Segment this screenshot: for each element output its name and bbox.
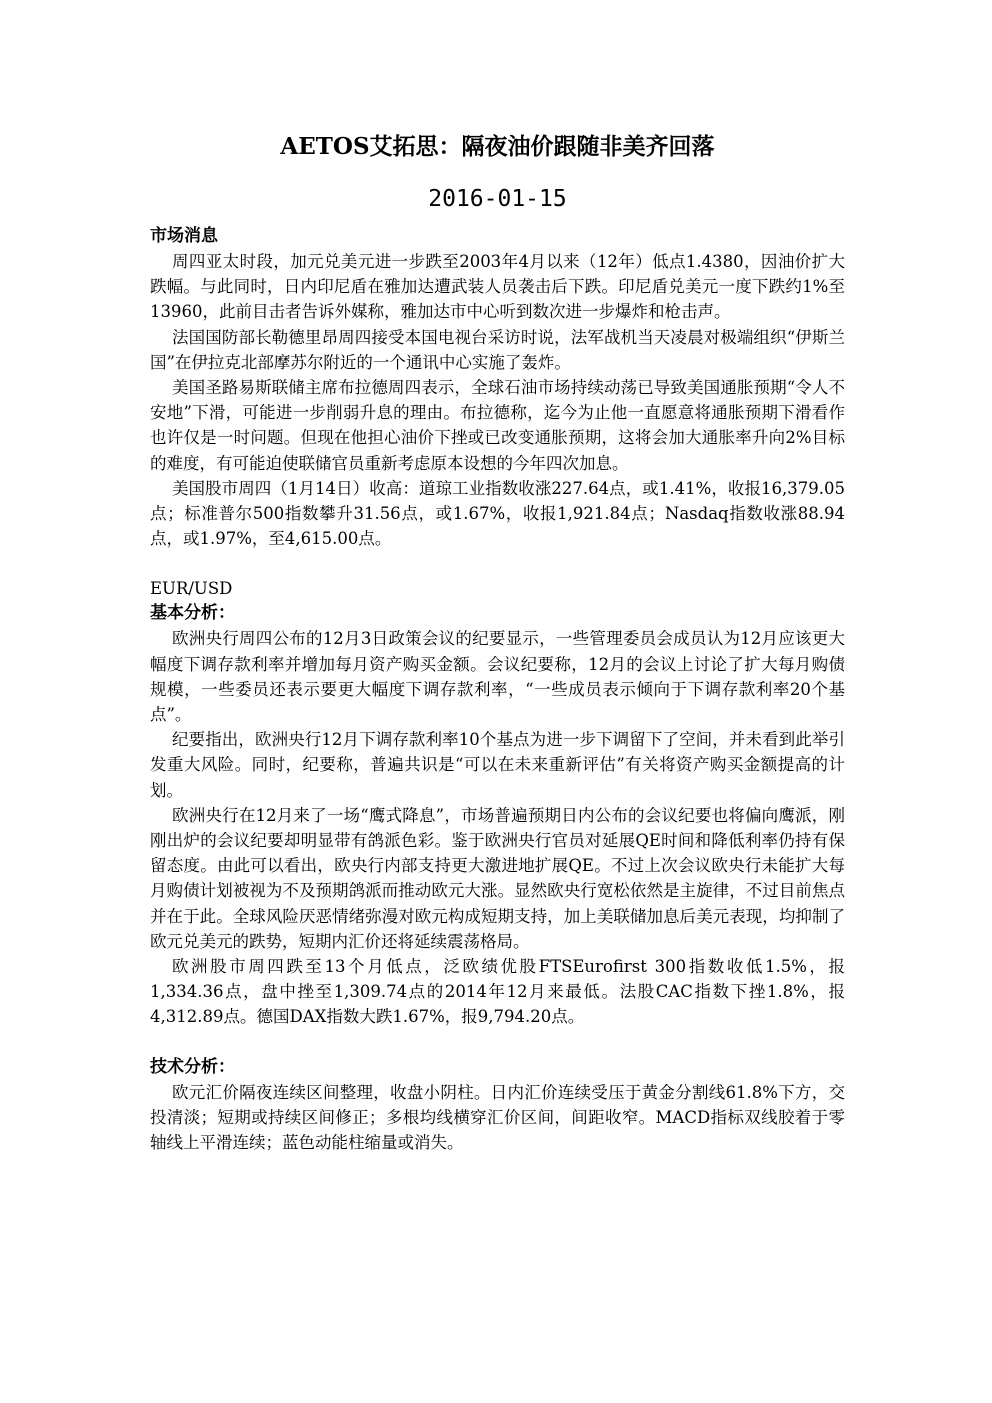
document-date: 2016-01-15 [428,186,567,212]
fundamental-analysis-heading: 基本分析： [150,603,235,624]
fundamental-paragraph: 欧洲央行周四公布的12月3日政策会议的纪要显示，一些管理委员会成员认为12月应该更大幅度下调存款利率并增加每月资产购买金额。会议纪要称，12月的会议上讨论了扩大每月购债规模，一些委员还表示要更大幅度下调存款利率，“一些成员表示倾向于下调存款利率20个基点”。 [150,629,845,725]
fundamental-paragraph: 欧洲股市周四跌至13个月低点，泛欧绩优股FTSEurofirst 300指数收低1.5%，报1,334.36点，盘中挫至1,309.74点的2014年12月来最低。法股CAC指数下挫1.8%，报4,312.89点。德国DAX指数大跌1.67%，报9,794.20点。 [150,957,845,1027]
market-news-paragraph: 法国国防部长勒德里昂周四接受本国电视台采访时说，法军战机当天凌晨对极端组织“伊斯兰国”在伊拉克北部摩苏尔附近的一个通讯中心实施了轰炸。 [150,327,845,372]
market-news-paragraph: 美国股市周四（1月14日）收高：道琼工业指数收涨227.64点，或1.41%，收报16,379.05点；标准普尔500指数攀升31.56点，或1.67%，收报1,921.84点；Nasdaq指数收涨88.94点，或1.97%，至4,615.00点。 [150,478,845,549]
eurusd-section [150,576,845,1155]
document-page [150,128,845,1155]
market-news-paragraph: 周四亚太时段，加元兑美元进一步跌至2003年4月以来（12年）低点1.4380，因油价扩大跌幅。与此同时，日内印尼盾在雅加达遭武装人员袭击后下跌。印尼盾兑美元一度下跌约1%至13960，此前目击者告诉外媒称，雅加达市中心听到数次进一步爆炸和枪击声。 [150,252,845,322]
spacer [150,551,845,576]
fundamental-paragraph: 欧洲央行在12月来了一场“鹰式降息”，市场普遍预期日内公布的会议纪要也将偏向鹰派，刚刚出炉的会议纪要却明显带有鸽派色彩。鉴于欧洲央行官员对延展QE时间和降低利率仍持有保留态度。由此可以看出，欧央行内部支持更大激进地扩展QE。不过上次会议欧央行未能扩大每月购债计划被视为不及预期鸽派而推动欧元大涨。显然欧央行宽松依然是主旋律，不过目前焦点并在于此。全球风险厌恶情绪弥漫对欧元构成短期支持，加上美联储加息后美元表现，均抑制了欧元兑美元的跌势，短期内汇价还将延续震荡格局。 [150,805,845,951]
currency-pair-label: EUR/USD [150,579,233,599]
document-title: AETOS艾拓思：隔夜油价跟随非美齐回落 [280,133,715,160]
spacer [150,1030,845,1055]
market-news-heading: 市场消息 [150,226,218,246]
technical-paragraph: 欧元汇价隔夜连续区间整理，收盘小阴柱。日内汇价连续受压于黄金分割线61.8%下方，交投清淡；短期或持续区间修正；多根均线横穿汇价区间，间距收窄。MACD指标双线胶着于零轴线上平滑连续；蓝色动能柱缩量或消失。 [150,1082,845,1153]
fundamental-paragraph: 纪要指出，欧洲央行12月下调存款利率10个基点为进一步下调留下了空间，并未看到此举引发重大风险。同时，纪要称，普遍共识是“可以在未来重新评估”有关将资产购买金额提高的计划。 [150,730,845,800]
market-news-section [150,224,845,551]
market-news-paragraph: 美国圣路易斯联储主席布拉德周四表示，全球石油市场持续动荡已导致美国通胀预期“令人不安地”下滑，可能进一步削弱升息的理由。布拉德称，迄今为止他一直愿意将通胀预期下滑看作也许仅是一时问题。但现在他担心油价下挫或已改变通胀预期，这将会加大通胀率升向2%目标的难度，有可能迫使联储官员重新考虑原本设想的今年四次加息。 [150,378,845,473]
technical-analysis-heading: 技术分析： [150,1056,235,1077]
